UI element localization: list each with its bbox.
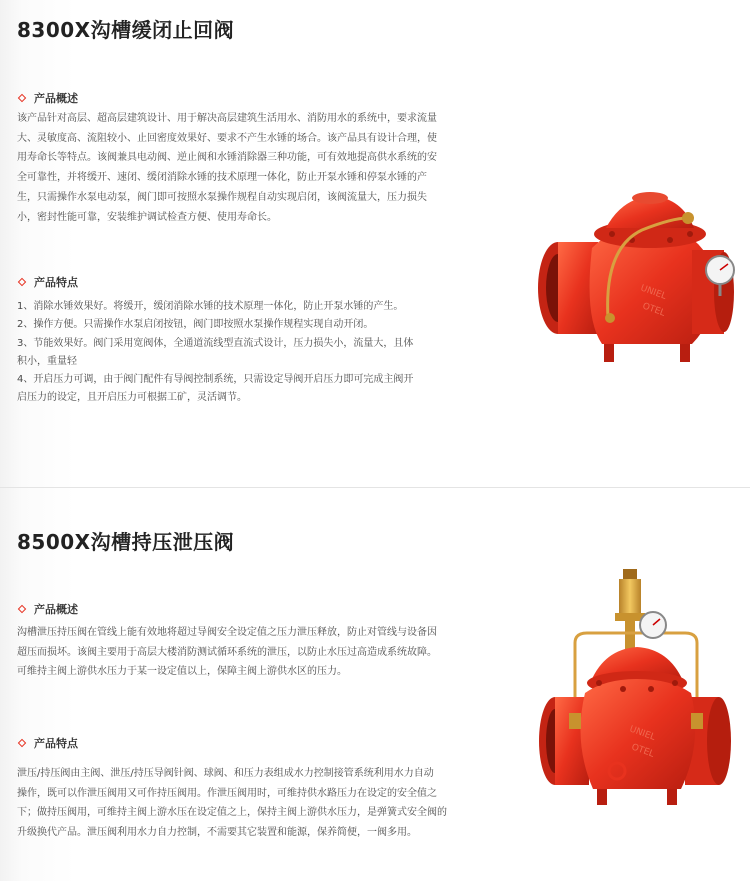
overview-heading [17,90,78,106]
overview-heading-label: 产品概述 [34,92,78,105]
overview-line: 该产品针对高层、超高层建筑设计、用于解决高层建筑生活用水、消防用水的系统中，要求流量 [17,113,437,124]
feature-item: 4、开启压力可调，由于阀门配件有导阀控制系统，只需设定导阀开启压力即可完成主阀开 [17,374,414,386]
overview-line: 可维持主阀上游供水压力于某一设定值以上，保障主阀上游供水区的压力。 [17,666,347,678]
section-divider [0,487,750,488]
valve-8500x-image [535,563,745,813]
feature-item: 2、操作方便。只需操作水泵启闭按钮，阀门即按照水泵操作规程实现自动开闭。 [17,319,374,331]
overview-line: 沟槽泄压持压阀在管线上能有效地将超过导阀安全设定值之压力泄压释放，防止对管线与设备因 [17,627,437,638]
overview-heading [17,601,78,617]
overview-text [17,623,503,682]
svg-text:UNIEL: UNIEL [638,283,668,302]
overview-line: 全可靠性，并将缓开、速闭、缓闭消除水锤的技术原理一体化，防止开泵水锤和停泵水锤的产 [17,172,427,184]
product-title: 8300X沟槽缓闭止回阀 [17,18,235,42]
diamond-bullet-icon [18,605,26,613]
svg-text:UNIEL: UNIEL [627,724,657,743]
overview-heading-label: 产品概述 [34,603,78,616]
feature-item: 3、节能效果好。阀门采用宽阀体，全通道流线型直流式设计，压力损失小，流量大，且体 [17,337,414,349]
feature-item: 积小，重量轻 [17,355,77,367]
product-8500x [0,508,750,881]
diamond-bullet-icon [18,278,26,286]
feature-item: 泄压/持压阀由主阀、泄压/持压导阀针阀、球阀、和压力表组成水力控制接管系统利用水力自动 [17,768,434,779]
feature-item: 启压力的设定，且开启压力可根据工矿，灵活调节。 [17,392,247,404]
valve-8300x-image [532,178,750,378]
overview-line: 超压而损坏。该阀主要用于高层大楼消防测试循环系统的泄压，以防止水压过高造成系统故障。 [17,646,437,658]
svg-text:OTEL: OTEL [640,301,667,319]
features-heading [17,735,78,751]
features-heading-label: 产品特点 [34,276,78,289]
diamond-bullet-icon [18,94,26,102]
svg-text:OTEL: OTEL [629,742,656,760]
features-heading-label: 产品特点 [34,737,78,750]
overview-line: 小，密封性能可靠，安装维护调试检查方便、使用寿命长。 [17,211,277,223]
feature-item: 操作，既可以作泄压阀用又可作持压阀用。作泄压阀用时，可维持供水路压力在设定的安全值之 [17,787,437,799]
product-title: 8500X沟槽持压泄压阀 [17,530,235,554]
features-heading [17,274,78,290]
feature-item: 升级换代产品。泄压阀利用水力自力控制，不需要其它装置和能源，保养简便，一阀多用。 [17,827,417,839]
features-list [17,298,503,408]
overview-line: 大、灵敏度高、流阻较小、止回密度效果好、要求不产生水锤的场合。该产品具有设计合理，使 [17,132,437,144]
overview-line: 生，只需操作水泵电动泵，阀门即可按照水泵操作规程自动实现启闭，该阀流量大，压力损失 [17,191,427,203]
feature-item: 下；做持压阀用，可维持主阀上游水压在设定值之上，保持主阀上游供水压力，是弹簧式安全阀的 [17,807,447,819]
overview-line: 用寿命长等特点。该阀兼具电动阀、逆止阀和水锤消除器三种功能，可有效地提高供水系统的安 [17,152,437,164]
feature-item: 1、消除水锤效果好。将缓开，缓闭消除水锤的技术原理一体化，防止开泵水锤的产生。 [17,301,404,312]
overview-text [17,109,503,227]
features-list [17,764,503,843]
diamond-bullet-icon [18,739,26,747]
